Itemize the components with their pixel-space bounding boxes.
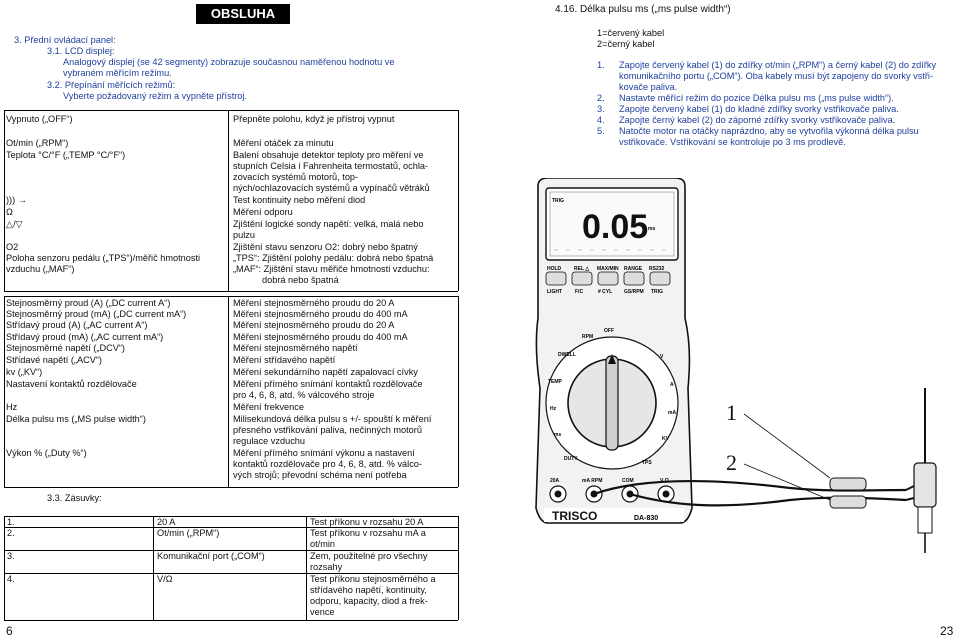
- socket-desc: Test příkonu v rozsahu mA a: [310, 528, 426, 538]
- callout-label-1: 1: [726, 400, 737, 425]
- mode2-label: kv („KV“): [6, 367, 43, 377]
- svg-text:mA RPM: mA RPM: [582, 478, 603, 484]
- mode2-desc: Milisekundová délka pulsu s +/- spouští k měření: [233, 414, 432, 424]
- svg-text:F/C: F/C: [575, 289, 584, 295]
- lcd-title: 3.1. LCD displej:: [47, 46, 115, 56]
- mode-label: vzduchu („MAF“): [6, 264, 75, 274]
- socket-desc: Test příkonu stejnosměrného a: [310, 574, 436, 584]
- mode2-desc: Měření stejnosměrného proudu do 400 mA: [233, 332, 408, 342]
- step-item: 1. Zapojte červený kabel (1) do zdířky ot/min („RPM“) a černý kabel (2) do zdířky komunikačního portu („COM“). Oba kabely musí být zapojeny do svorky vstři- kovače paliva.: [597, 60, 937, 92]
- socket-no: 1.: [7, 517, 15, 527]
- legend-red: 1=červený kabel: [597, 28, 665, 38]
- svg-text:20A: 20A: [550, 478, 560, 484]
- socket-desc: odporu, kapacity, diod a frek-: [310, 596, 428, 606]
- svg-text:RS232: RS232: [649, 266, 665, 272]
- mode2-label: Délka pulsu ms („MS pulse width“): [6, 414, 146, 424]
- svg-text:RPM: RPM: [582, 334, 594, 340]
- svg-text:HOLD: HOLD: [547, 266, 562, 272]
- brand-logo: TRISCO: [552, 509, 598, 523]
- fuel-injector: [906, 388, 936, 553]
- svg-text:REL △: REL △: [574, 266, 590, 272]
- svg-text:# CYL: # CYL: [598, 289, 613, 295]
- mode2-label: Střídavý proud (A) („AC current A“): [6, 320, 148, 330]
- mode-label: Ω: [6, 207, 13, 217]
- display-mode-label: TRIG: [552, 198, 564, 204]
- mode2-label: Hz: [6, 402, 18, 412]
- mode2-desc: regulace vzduchu: [233, 436, 306, 446]
- socket-desc: vence: [310, 607, 335, 617]
- mode-desc: Měření odporu: [233, 207, 293, 217]
- step-item: 2. Nastavte měřící režim do pozice Délka pulsu ms („ms pulse width“).: [597, 93, 894, 103]
- mode2-desc: Měření sekundárního napětí zapalovací cívky: [233, 367, 418, 377]
- mode-desc: Měření otáček za minutu: [233, 138, 334, 148]
- mode2-desc: pro 4, 6, 8, atd. % válcového stroje: [233, 390, 375, 400]
- socket-no: 3.: [7, 551, 15, 561]
- right-section-title: 4.16. Délka pulsu ms („ms pulse width“): [555, 4, 731, 15]
- mode2-label: Stejnosměrný proud (mA) („DC current mA“): [6, 309, 187, 319]
- mode2-desc: kontaktů rozdělovače pro 4, 6, 8, atd. % válco-: [233, 459, 422, 469]
- mode-label: △/▽: [6, 219, 23, 229]
- mode-label: Ot/min („RPM“): [6, 138, 69, 148]
- svg-text:GS/RPM: GS/RPM: [624, 289, 644, 295]
- multimeter-illustration: [530, 178, 960, 623]
- svg-text:V Ω: V Ω: [660, 478, 669, 484]
- svg-text:KV: KV: [662, 436, 669, 442]
- socket-desc: Test příkonu v rozsahu 20 A: [310, 517, 424, 527]
- step-item: 5. Natočte motor na otáčky naprázdno, aby se vytvořila výkonná délka pulsu vstřikovače. Vstřikování se kontroluje po 3 ms prodlevě.: [597, 126, 919, 147]
- mode-label: Teplota °C/°F („TEMP °C/°F“): [6, 150, 126, 160]
- socket-no: 2.: [7, 528, 15, 538]
- mode-label: Vypnuto („OFF“): [6, 114, 73, 124]
- mode-desc: stupních Celsia i Fahrenheita termostatů, ochla-: [233, 161, 429, 171]
- mode-desc: „MAF“: Zjištění stavu měřiče hmotnosti vzduchu:: [233, 264, 430, 274]
- mode2-desc: přesného vstřikování paliva, nečinných motorů: [233, 425, 422, 435]
- svg-text:TPS: TPS: [642, 460, 652, 466]
- mode2-desc: Měření stejnosměrného napětí: [233, 343, 358, 353]
- svg-text:MAX/MIN: MAX/MIN: [597, 266, 619, 272]
- mode-desc: ných/ochlazovacích systémů a vypínačů větráků: [233, 183, 430, 193]
- socket-desc: Zem, použitelné pro všechny: [310, 551, 428, 561]
- page-number-right: 23: [940, 624, 954, 638]
- mode2-label: Výkon % („Duty %“): [6, 448, 87, 458]
- mode2-desc: Měření stejnosměrného proudu do 20 A: [233, 298, 395, 308]
- sockets-title: 3.3. Zásuvky:: [47, 493, 102, 503]
- mode-label: ))) →: [6, 195, 27, 205]
- mode2-label: Střídavý proud (mA) („AC current mA“): [6, 332, 164, 342]
- switch-title: 3.2. Přepínání měřících režimů:: [47, 80, 176, 90]
- svg-text:A: A: [670, 382, 674, 388]
- step-item: 3. Zapojte červený kabel (1) do kladné zdířky svorky vstřikovače paliva.: [597, 104, 899, 114]
- svg-text:V: V: [660, 354, 664, 360]
- callout-label-2: 2: [726, 450, 737, 475]
- socket-name: Komunikační port („COM“): [157, 551, 265, 561]
- mode2-desc: Měření stejnosměrného proudu do 20 A: [233, 320, 395, 330]
- lcd-text-2: vybraném měřícím režimu.: [63, 68, 172, 78]
- step-item: 4. Zapojte černý kabel (2) do záporné zdířky svorky vstřikovače paliva.: [597, 115, 896, 125]
- mode-label: O2: [6, 242, 19, 252]
- svg-text:Hz: Hz: [550, 406, 557, 412]
- svg-text:DWELL: DWELL: [558, 352, 576, 358]
- svg-text:COM: COM: [622, 478, 634, 484]
- mode-desc: Balení obsahuje detektor teploty pro měření ve: [233, 150, 424, 160]
- socket-name: 20 A: [157, 517, 176, 527]
- display-value: 0.05: [582, 208, 649, 246]
- socket-no: 4.: [7, 574, 15, 584]
- svg-text:RANGE: RANGE: [624, 266, 643, 272]
- section-header: OBSLUHA: [196, 4, 290, 24]
- mode-desc: Zjištění logické sondy napětí: velká, malá nebo: [233, 219, 424, 229]
- legend-black: 2=černý kabel: [597, 39, 655, 49]
- svg-text:TRIG: TRIG: [651, 289, 663, 295]
- mode2-label: Stejnosměrné napětí („DCV“): [6, 343, 125, 353]
- page-number-left: 6: [6, 624, 13, 638]
- mode2-label: Nastavení kontaktů rozdělovače: [6, 379, 137, 389]
- socket-desc: ot/min: [310, 539, 336, 549]
- socket-name: Ot/min („RPM“): [157, 528, 220, 538]
- mode-desc: zovacích systémů motorů, top-: [233, 172, 359, 182]
- svg-text:LIGHT: LIGHT: [547, 289, 562, 295]
- svg-text:OFF: OFF: [604, 328, 614, 334]
- mode2-desc: Měření frekvence: [233, 402, 304, 412]
- mode2-desc: vých strojů; převodní schéma není potřeba: [233, 470, 407, 480]
- mode2-label: Stejnosměrný proud (A) („DC current A“): [6, 298, 171, 308]
- socket-desc: střídavého napětí, kontinuity,: [310, 585, 427, 595]
- svg-text:mA: mA: [668, 410, 677, 416]
- socket-name: V/Ω: [157, 574, 173, 584]
- mode2-desc: Měření přímého snímání výkonu a nastavení: [233, 448, 415, 458]
- steps-list: [597, 60, 957, 148]
- mode-desc: Zjištění stavu senzoru O2: dobrý nebo špatný: [233, 242, 418, 252]
- svg-text:ms: ms: [554, 432, 562, 438]
- section3-title: 3. Přední ovládací panel:: [14, 35, 116, 45]
- lcd-text-1: Analogový displej (se 42 segmenty) zobrazuje současnou naměřenou hodnotu ve: [63, 57, 395, 67]
- mode-desc: pulzu: [233, 230, 255, 240]
- mode2-desc: Měření střídavého napětí: [233, 355, 336, 365]
- mode-desc: „TPS“: Zjištění polohy pedálu: dobrá nebo špatná: [233, 253, 434, 263]
- mode-desc: dobrá nebo špatná: [262, 275, 339, 285]
- mode2-label: Střídavé napětí („ACV“): [6, 355, 102, 365]
- mode-label: Poloha senzoru pedálu („TPS“)/měřič hmotnosti: [6, 253, 201, 263]
- model-label: DA-830: [634, 515, 659, 522]
- mode-desc: Test kontinuity nebo měření diod: [233, 195, 366, 205]
- mode2-desc: Měření stejnosměrného proudu do 400 mA: [233, 309, 408, 319]
- display-unit: ms: [648, 226, 656, 232]
- svg-text:DUTY: DUTY: [564, 456, 578, 462]
- mode-desc: Přepněte polohu, když je přístroj vypnut: [233, 114, 395, 124]
- mode2-desc: Měření přímého snímání kontaktů rozdělovače: [233, 379, 423, 389]
- switch-text: Vyberte požadovaný režim a vypněte přístroj.: [63, 91, 248, 101]
- svg-text:TEMP: TEMP: [548, 379, 562, 385]
- socket-desc: rozsahy: [310, 562, 343, 572]
